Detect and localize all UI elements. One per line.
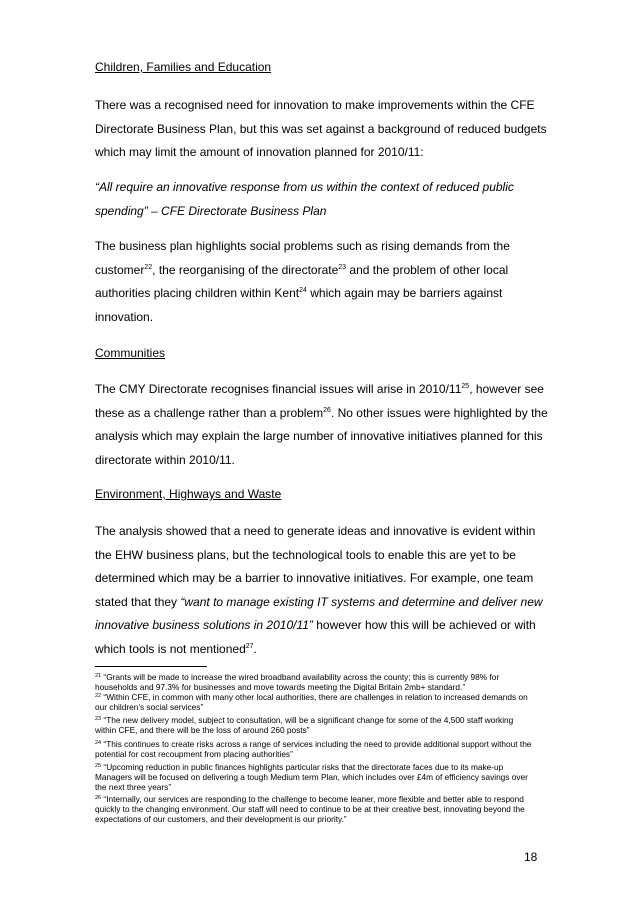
footnote-number: 23 (95, 716, 102, 722)
paragraph-cfe-problems (95, 235, 555, 329)
footnote-number: 25 (95, 763, 102, 769)
page-number: 18 (524, 850, 538, 864)
paragraph-communities (95, 378, 555, 472)
footnote-22 (95, 692, 535, 712)
text-run: , the reorganising of the directorate (152, 262, 339, 277)
heading-ehw: Environment, Highways and Waste (95, 487, 282, 501)
text-run: The CMY Directorate recognises financial issues will arise in 2010/11 (95, 382, 462, 396)
paragraph-ehw (95, 520, 555, 661)
footnote-number: 26 (95, 795, 102, 801)
footnote-text: “The new delivery model, subject to consultation, will be a significant change for some of the 4,500 staff working within CFE, and there will be the loss of around 260 posts” (95, 715, 514, 735)
footnote-ref-24: 24 (299, 287, 307, 294)
text-run: . No other issues were highlighted by the analysis which may explain the large number of innovative initiatives planned for this directorate within 2010/11. (95, 405, 548, 467)
quote-cfe: “All require an innovative response from us within the context of reduced public spending” – CFE Directorate Business Plan (95, 180, 514, 218)
footnote-text: “Internally, our services are responding to the challenge to become leaner, more flexible and better able to respond quickly to the changing environment. Our staff will need to continue to be at their creative best, innovating beyond the expectations of our customers, and their development is our priority.” (95, 794, 525, 824)
footnote-ref-23: 23 (338, 263, 347, 271)
footnote-text: “Upcoming reduction in public finances highlights particular risks that the directorate faces due to its make-up Managers will be focused on delivering a tough Medium term Plan, which includes over £4m of efficiency savings over the next three years” (95, 762, 528, 792)
footnote-ref-22: 22 (144, 263, 153, 271)
quote-ehw: “want to manage existing IT systems and determine and deliver new innovative business solutions in 2010/11” (95, 594, 543, 632)
heading-cfe: Children, Families and Education (95, 60, 272, 74)
footnote-number: 24 (95, 740, 102, 746)
text-run: . (253, 641, 257, 656)
footnote-number: 22 (95, 693, 102, 699)
footnote-text: “This continues to create risks across a range of services including the need to provide additional support without the potential for cost recoupment from placing authorities” (95, 739, 532, 759)
footnote-ref-25: 25 (461, 383, 470, 390)
footnote-24 (95, 739, 535, 759)
heading-communities: Communities (95, 346, 166, 360)
footnote-number: 21 (95, 673, 102, 679)
text-run: The business plan highlights social problems such as rising demands from the customer (95, 239, 510, 277)
text-run: and the problem of other local authorities placing children within Kent (95, 262, 509, 300)
paragraph-cfe-intro: There was a recognised need for innovation to make improvements within the CFE Directorate Business Plan, but this was set against a background of reduced budgets which may limit the amount of innovation planned for 2010/11: (95, 98, 547, 159)
footnote-21 (95, 672, 535, 692)
text-run: , however see these as a challenge rather than a problem (95, 382, 544, 420)
text-run: which again may be barriers against innovation. (95, 286, 503, 324)
footnote-25 (95, 762, 535, 792)
footnote-26 (95, 794, 535, 824)
footnote-text: “Within CFE, in common with many other local authorities, there are challenges in relation to increased demands on our children’s social services” (95, 692, 528, 712)
footnote-separator (95, 666, 207, 667)
text-run: however how this will be achieved or with which tools is not mentioned (95, 618, 536, 656)
footnote-23 (95, 715, 535, 735)
footnote-text: “Grants will be made to increase the wired broadband availability across the county; this is currently 98% for households and 97.3% for businesses and move towards meeting the Digital Britain 2mb+ standard.” (95, 672, 500, 692)
text-run: The analysis showed that a need to generate ideas and innovative is evident within the EHW business plans, but the technological tools to enable this are yet to be determined which may be a barrier to innovative initiatives. For example, one team stated that they (95, 524, 536, 609)
footnote-ref-27: 27 (245, 642, 254, 650)
footnote-ref-26: 26 (323, 406, 331, 414)
